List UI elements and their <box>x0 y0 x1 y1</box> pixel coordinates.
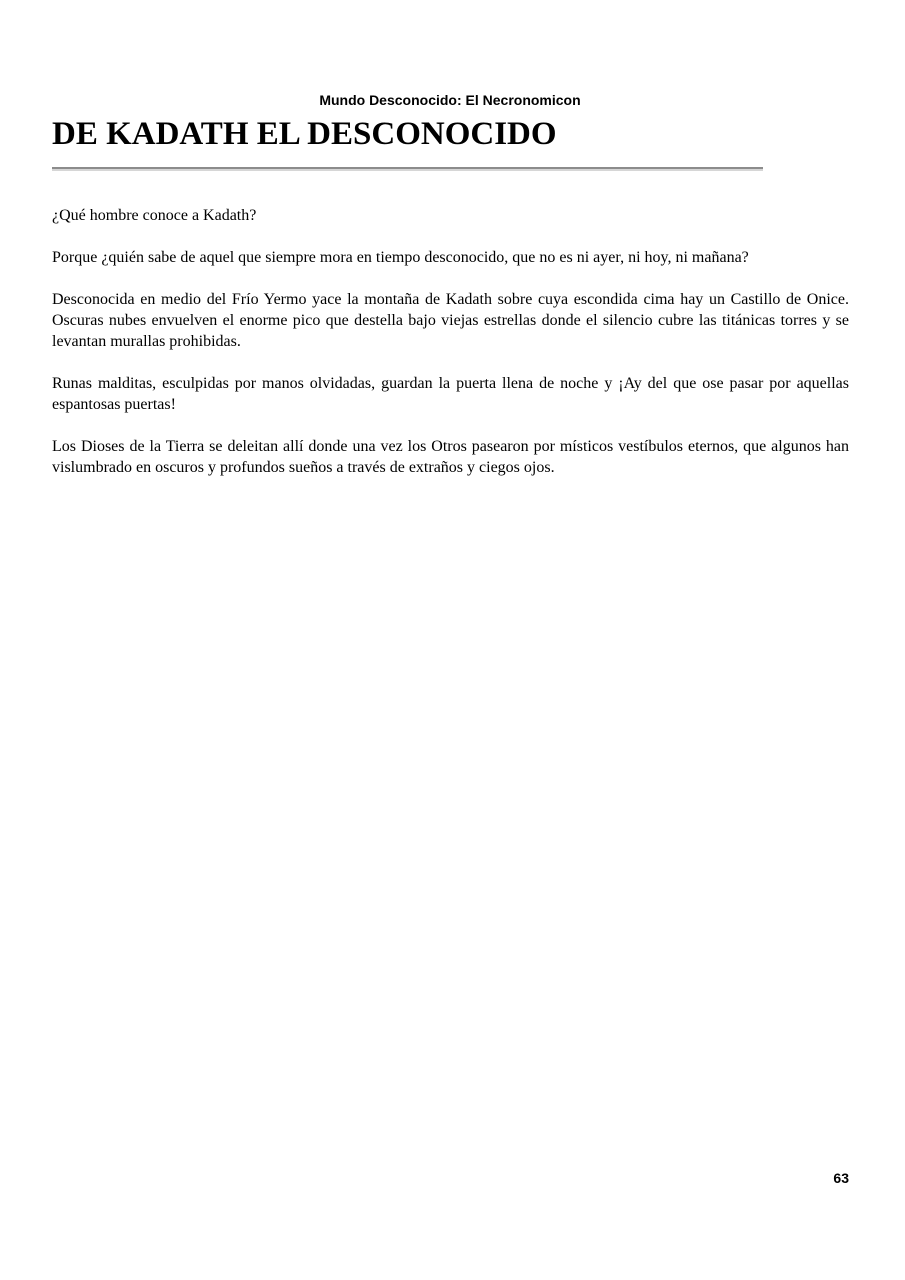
page-number: 63 <box>833 1170 849 1186</box>
paragraph: ¿Qué hombre conoce a Kadath? <box>52 207 257 224</box>
paragraph: Porque ¿quién sabe de aquel que siempre mora en tiempo desconocido, que no es ni ayer, ni hoy, ni mañana? <box>52 249 749 266</box>
paragraph: Runas malditas, esculpidas por manos olvidadas, guardan la puerta llena de noche y ¡Ay del que ose pasar por aquellas espantosas puertas! <box>52 375 849 413</box>
title-divider <box>52 167 763 171</box>
body-text <box>52 205 849 499</box>
paragraph: Desconocida en medio del Frío Yermo yace la montaña de Kadath sobre cuya escondida cima hay un Castillo de Onice. Oscuras nubes envuelven el enorme pico que destella bajo viejas estrellas donde el silencio cubre las titánicas torres y se levantan murallas prohibidas. <box>52 291 849 350</box>
paragraph: Los Dioses de la Tierra se deleitan allí donde una vez los Otros pasearon por místicos vestíbulos eternos, que algunos han vislumbrado en oscuros y profundos sueños a través de extraños y ciegos ojos. <box>52 438 849 476</box>
running-header: Mundo Desconocido: El Necronomicon <box>319 92 581 108</box>
chapter-title: DE KADATH EL DESCONOCIDO <box>52 116 557 152</box>
